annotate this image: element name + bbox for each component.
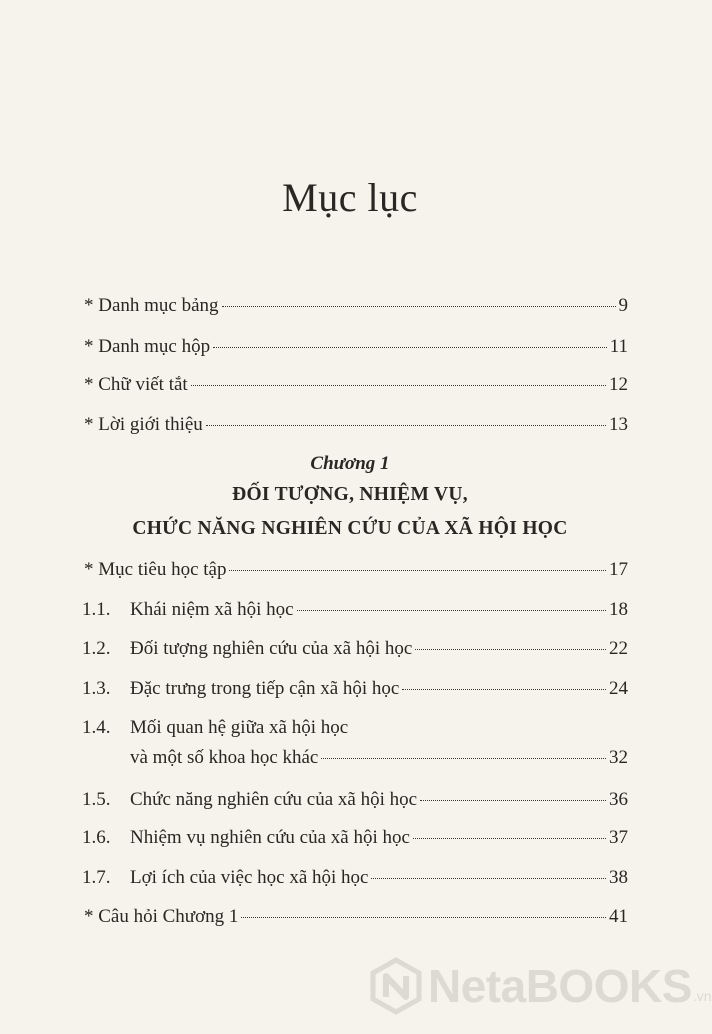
toc-page-number: 24 [609,678,628,699]
toc-entry-1-6[interactable] [82,826,628,850]
toc-entry-label: Khái niệm xã hội học [130,599,294,620]
chapter-label: Chương 1 [310,453,390,474]
toc-leader-dots [206,425,606,426]
toc-entry-1-2[interactable] [82,637,628,661]
toc-page-number: 37 [609,827,628,848]
toc-entry-1-5[interactable] [82,788,628,812]
toc-entry-label: * Lời giới thiệu [84,414,203,435]
toc-leader-dots [321,758,606,759]
watermark-suffix: .vn [692,988,712,1004]
toc-leader-dots [297,610,606,611]
chapter-title-line-2: CHỨC NĂNG NGHIÊN CỨU CỦA XÃ HỘI HỌC [132,518,568,539]
toc-section-number: 1.7. [82,867,111,888]
toc-entry-label: Mối quan hệ giữa xã hội học [130,717,349,738]
toc-entry-1-4-line-2[interactable] [130,746,628,770]
toc-page-number: 9 [618,295,628,316]
toc-section-number: 1.1. [82,599,111,620]
toc-entry-chapter-questions[interactable] [84,905,628,929]
toc-page-number: 11 [609,336,628,357]
chapter-title-line-1: ĐỐI TƯỢNG, NHIỆM VỤ, [232,484,468,505]
toc-leader-dots [241,917,606,918]
toc-entry-1-4-line-1[interactable] [82,716,628,740]
toc-leader-dots [420,800,606,801]
toc-entry-label: Chức năng nghiên cứu của xã hội học [130,789,418,810]
toc-section-number: 1.5. [82,789,111,810]
toc-page-number: 13 [609,414,628,435]
toc-leader-dots [191,385,606,386]
toc-entry-label: * Danh mục bảng [84,295,219,316]
toc-leader-dots [402,689,606,690]
toc-page-number: 17 [609,559,628,580]
toc-page-number: 32 [609,747,628,768]
toc-leader-dots [371,878,606,879]
toc-entry-learning-objectives[interactable] [84,558,628,582]
netabooks-watermark [370,958,712,1014]
toc-entry-label-continued: và một số khoa học khác [130,747,319,768]
toc-page-number: 38 [609,867,628,888]
toc-leader-dots [222,306,616,307]
toc-entry-label: Nhiệm vụ nghiên cứu của xã hội học [130,827,410,848]
toc-section-number: 1.4. [82,717,111,738]
toc-entry-list-of-tables[interactable] [84,294,628,318]
toc-leader-dots [229,570,606,571]
toc-entry-1-7[interactable] [82,866,628,890]
toc-section-number: 1.2. [82,638,111,659]
toc-entry-1-1[interactable] [82,598,628,622]
toc-entry-1-3[interactable] [82,677,628,701]
toc-section-number: 1.6. [82,827,111,848]
toc-entry-label: * Chữ viết tắt [84,374,188,395]
toc-page-number: 22 [609,638,628,659]
toc-entry-label: Đặc trưng trong tiếp cận xã hội học [130,678,400,699]
toc-entry-label: * Mục tiêu học tập [84,559,227,580]
toc-entry-label: * Câu hỏi Chương 1 [84,906,239,927]
toc-section-number: 1.3. [82,678,111,699]
neta-logo-icon [370,958,422,1014]
toc-page-number: 41 [609,906,628,927]
toc-entry-abbreviations[interactable] [84,373,628,397]
toc-leader-dots [213,347,607,348]
toc-page-number: 18 [609,599,628,620]
toc-entry-label: Đối tượng nghiên cứu của xã hội học [130,638,413,659]
watermark-brand: NetaBOOKS [428,960,692,1012]
toc-leader-dots [413,838,606,839]
toc-entry-list-of-boxes[interactable] [84,335,628,359]
toc-page-number: 12 [609,374,628,395]
toc-entry-introduction[interactable] [84,413,628,437]
page-title: Mục lục [282,175,418,220]
toc-leader-dots [415,649,606,650]
toc-entry-label: Lợi ích của việc học xã hội học [130,867,369,888]
toc-page-number: 36 [609,789,628,810]
toc-entry-label: * Danh mục hộp [84,336,211,357]
